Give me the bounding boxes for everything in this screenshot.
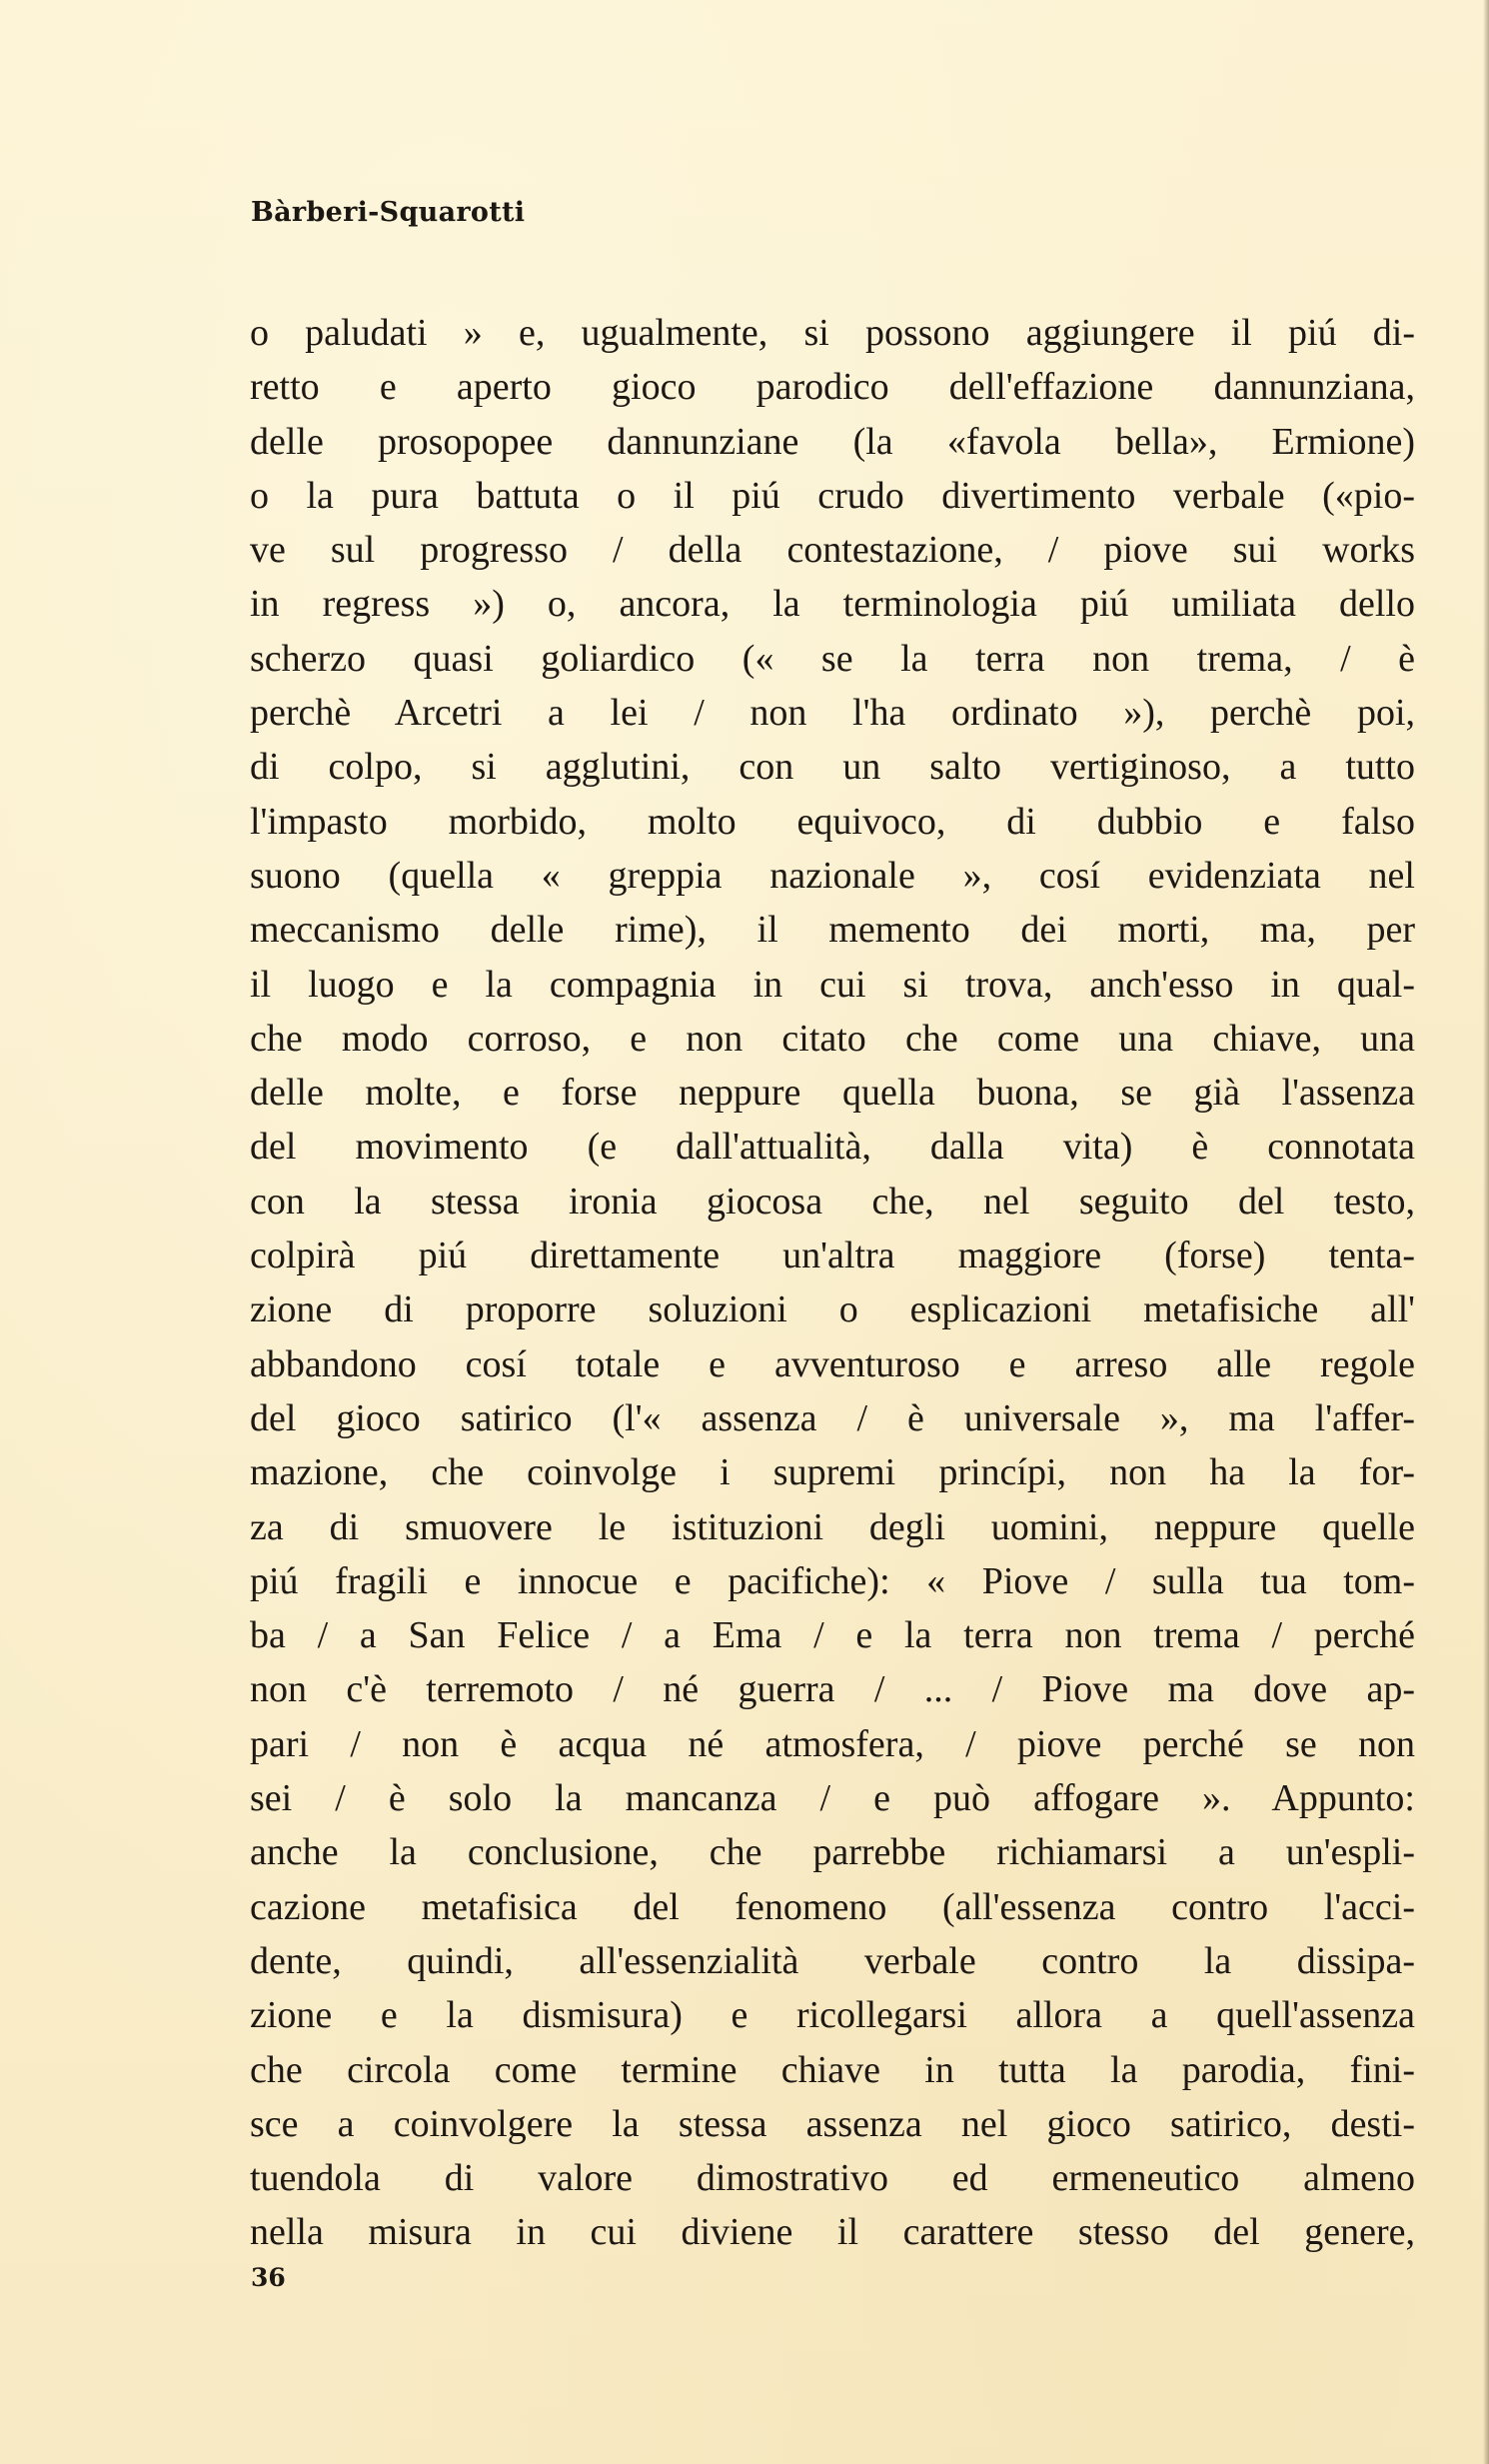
text-line: che circola come termine chiave in tutta la parodia, fini- [250,2048,1415,2091]
text-line: del gioco satirico (l'« assenza / è universale », ma l'affer- [250,1396,1415,1439]
text-line: o paludati » e, ugualmente, si possono aggiungere il piú di- [250,312,1415,354]
text-line: l'impasto morbido, molto equivoco, di dubbio e falso [250,800,1415,843]
text-line: anche la conclusione, che parrebbe richiamarsi a un'espli- [250,1831,1415,1874]
text-line: suono (quella « greppia nazionale », cosí evidenziata nel [250,854,1415,897]
text-line: il luogo e la compagnia in cui si trova, anch'esso in qual- [250,963,1415,1006]
text-line: cazione metafisica del fenomeno (all'essenza contro l'acci- [250,1885,1415,1928]
text-line: di colpo, si agglutini, con un salto vertiginoso, a tutto [250,746,1415,789]
text-line: mazione, che coinvolge i supremi princípi, non ha la for- [250,1451,1415,1494]
text-line: o la pura battuta o il piú crudo divertimento verbale («pio- [250,474,1415,517]
text-line: non c'è terremoto / né guerra / ... / Piove ma dove ap- [250,1668,1415,1711]
text-line: meccanismo delle rime), il memento dei morti, ma, per [250,909,1415,952]
text-line: del movimento (e dall'attualità, dalla vita) è connotata [250,1126,1415,1169]
text-line: con la stessa ironia giocosa che, nel seguito del testo, [250,1180,1415,1223]
text-line: in regress ») o, ancora, la terminologia piú umiliata dello [250,583,1415,626]
text-line: delle molte, e forse neppure quella buona, se già l'assenza [250,1072,1415,1115]
text-line: scherzo quasi goliardico (« se la terra non trema, / è [250,637,1415,680]
text-line: sei / è solo la mancanza / e può affogare ». Appunto: [250,1777,1415,1820]
text-line: retto e aperto gioco parodico dell'effazione dannunziana, [250,366,1415,409]
text-line: abbandono cosí totale e avventuroso e arreso alle regole [250,1342,1415,1385]
text-line: ba / a San Felice / a Ema / e la terra non trema / perché [250,1614,1415,1657]
running-head-author: Bàrberi-Squarotti [251,197,526,228]
text-line: nella misura in cui diviene il carattere stesso del genere, [250,2211,1415,2254]
text-line: tuendola di valore dimostrativo ed ermeneutico almeno [250,2157,1415,2200]
text-line: delle prosopopee dannunziane (la «favola bella», Ermione) [250,420,1415,463]
text-line: zione e la dismisura) e ricollegarsi allora a quell'assenza [250,1994,1415,2037]
page-edge-shadow [1483,0,1489,2464]
text-line: za di smuovere le istituzioni degli uomini, neppure quelle [250,1505,1415,1548]
text-line: dente, quindi, all'essenzialità verbale contro la dissipa- [250,1939,1415,1982]
text-line: sce a coinvolgere la stessa assenza nel gioco satirico, desti- [250,2102,1415,2145]
text-line: piú fragili e innocue e pacifiche): « Piove / sulla tua tom- [250,1559,1415,1602]
text-line: colpirà piú direttamente un'altra maggiore (forse) tenta- [250,1234,1415,1277]
text-line: zione di proporre soluzioni o esplicazioni metafisiche all' [250,1288,1415,1331]
text-line: pari / non è acqua né atmosfera, / piove perché se non [250,1722,1415,1765]
text-line: ve sul progresso / della contestazione, / piove sui works [250,529,1415,572]
page-number: 36 [251,2263,286,2292]
text-line: perchè Arcetri a lei / non l'ha ordinato »), perchè poi, [250,692,1415,735]
text-line: che modo corroso, e non citato che come una chiave, una [250,1017,1415,1060]
body-text [250,306,1415,2260]
